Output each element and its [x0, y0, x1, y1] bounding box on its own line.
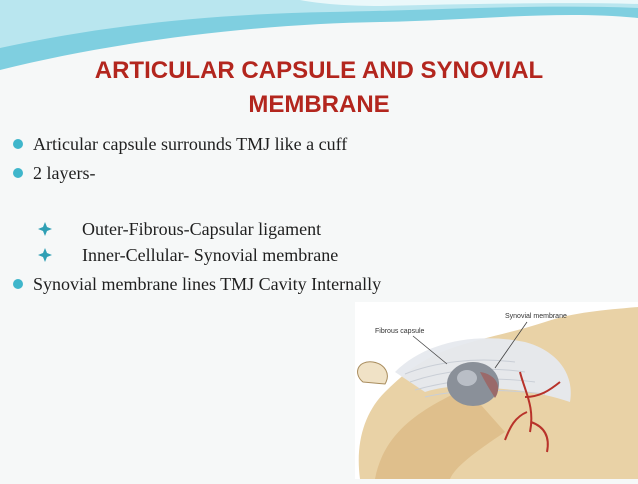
bullet-dot-icon [13, 168, 23, 178]
bullet-text: Articular capsule surrounds TMJ like a cuff [33, 133, 348, 154]
sub-bullet-text: Inner-Cellular- Synovial membrane [82, 244, 339, 265]
bullet-item [13, 160, 95, 186]
bullet-dot-icon [13, 139, 23, 149]
sub-bullet-text: Outer-Fibrous-Capsular ligament [82, 218, 322, 239]
bullet-text: 2 layers- [33, 162, 96, 183]
label-synovial-membrane: Synovial membrane [505, 313, 567, 320]
title-line-1: ARTICULAR CAPSULE AND SYNOVIAL [94, 57, 544, 84]
diamond-bullet-icon [38, 222, 52, 236]
label-fibrous-capsule: Fibrous capsule [375, 328, 425, 335]
sub-bullet-item [38, 242, 338, 268]
bullet-item [13, 131, 347, 157]
bullet-text: Synovial membrane lines TMJ Cavity Internally [33, 273, 382, 294]
title-line-2: MEMBRANE [248, 91, 390, 118]
bullet-item [13, 271, 381, 297]
diamond-bullet-icon [38, 248, 52, 262]
bullet-dot-icon [13, 279, 23, 289]
tmj-capsule-illustration [355, 302, 638, 479]
sub-bullet-item [38, 216, 321, 242]
slide-title [40, 54, 598, 122]
